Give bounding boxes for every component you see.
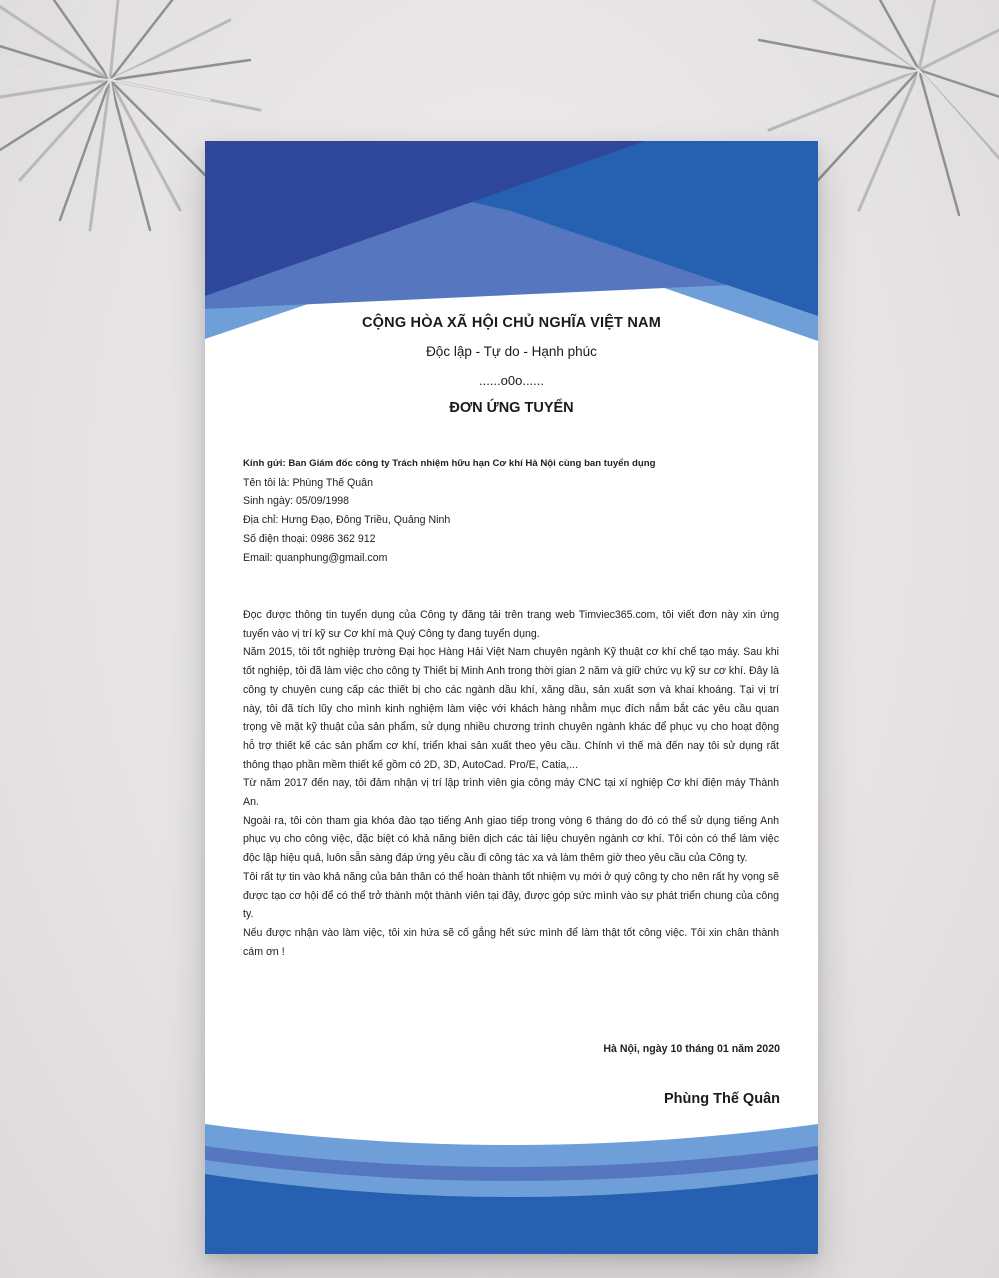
top-blue-decoration: [205, 141, 818, 341]
letter-paragraph: Năm 2015, tôi tốt nghiệp trường Đại học Hàng Hải Việt Nam chuyên ngành Kỹ thuật cơ khí chế tạo máy. Sau khi tốt nghiệp, tôi đã làm việc cho công ty Thiết bị Minh Anh trong thời gian 2 năm và giữ chức vụ kỹ sư cơ khí. Đây là công ty chuyên cung cấp các thiết bị cho các ngành dầu khí, xăng dầu, sản xuất sơn và khai khoáng. Tại vị trí này, tôi đã tích lũy cho mình kinh nghiệm làm việc với khách hàng nhằm mục đích nắm bắt các yêu cầu quan trọng về mặt kỹ thuật của sản phẩm, sử dụng nhiều chương trình chuyên ngành khác để phục vụ cho hoạt động hỗ trợ thiết kế các sản phẩm cơ khí, triển khai sản xuất theo yêu cầu. Chính vì thế mà đến nay tôi sử dụng rất thông thạo phần mềm thiết kế gồm có 2D, 3D, AutoCad. Pro/E, Catia,...: [243, 646, 779, 771]
letter-paragraph: Ngoài ra, tôi còn tham gia khóa đào tạo tiếng Anh giao tiếp trong vòng 6 tháng do đó có thể sử dụng tiếng Anh phục vụ cho công việc, đặc biệt có khả năng biên dịch các tài liệu chuyên ngành cơ khí. Tôi còn có thể làm việc độc lập hiệu quả, luôn sẵn sàng đáp ứng yêu cầu đi công tác xa và làm thêm giờ theo yêu cầu của Công ty.: [243, 814, 779, 865]
separator-line: ......o0o......: [478, 373, 545, 388]
bottom-blue-decoration: [205, 1124, 818, 1254]
letter-paragraph: Đọc được thông tin tuyển dụng của Công ty đăng tải trên trang web Timviec365.com, tôi viết đơn này xin ứng tuyển vào vị trí kỹ sư Cơ khí mà Quý Công ty đang tuyển dụng.: [243, 609, 779, 640]
letter-body: [243, 606, 779, 961]
applicant-info: [243, 455, 779, 567]
letter-paragraph: Từ năm 2017 đến nay, tôi đảm nhận vị trí lập trình viên gia công máy CNC tại xí nghiệp Cơ khí điện máy Thành An.: [243, 777, 779, 809]
application-letter-page: [205, 141, 818, 1254]
letter-paragraph: Tôi rất tự tin vào khả năng của bản thân có thể hoàn thành tốt nhiệm vụ mới ở quý công ty cho nên rất hy vọng sẽ được tạo cơ hội để có thể trở thành một thành viên tại đây, được góp sức mình vào sự phát triển chung của công ty.: [243, 870, 779, 921]
birth-date-line: Sinh ngày: 05/09/1998: [243, 495, 350, 508]
address-line: Địa chỉ: Hưng Đạo, Đông Triều, Quảng Ninh: [243, 514, 451, 527]
motto-line: Độc lập - Tự do - Hạnh phúc: [426, 344, 597, 359]
document-title: ĐƠN ỨNG TUYỂN: [449, 400, 574, 416]
name-line: Tên tôi là: Phùng Thế Quân: [243, 476, 373, 489]
date-place-line: Hà Nội, ngày 10 tháng 01 năm 2020: [603, 1043, 780, 1055]
phone-line: Số điện thoại: 0986 362 912: [243, 532, 376, 545]
email-line: Email: quanphung@gmail.com: [243, 551, 388, 564]
signature-name: Phùng Thế Quân: [664, 1091, 780, 1107]
letter-paragraph: Nếu được nhận vào làm việc, tôi xin hứa sẽ cố gắng hết sức mình để làm thật tốt công việc. Tôi xin chân thành cám ơn !: [243, 926, 779, 958]
country-heading: CỘNG HÒA XÃ HỘI CHỦ NGHĨA VIỆT NAM: [362, 315, 661, 331]
recipient-line: Kính gửi: Ban Giám đốc công ty Trách nhiệm hữu hạn Cơ khí Hà Nội cùng ban tuyển dụng: [243, 458, 656, 469]
